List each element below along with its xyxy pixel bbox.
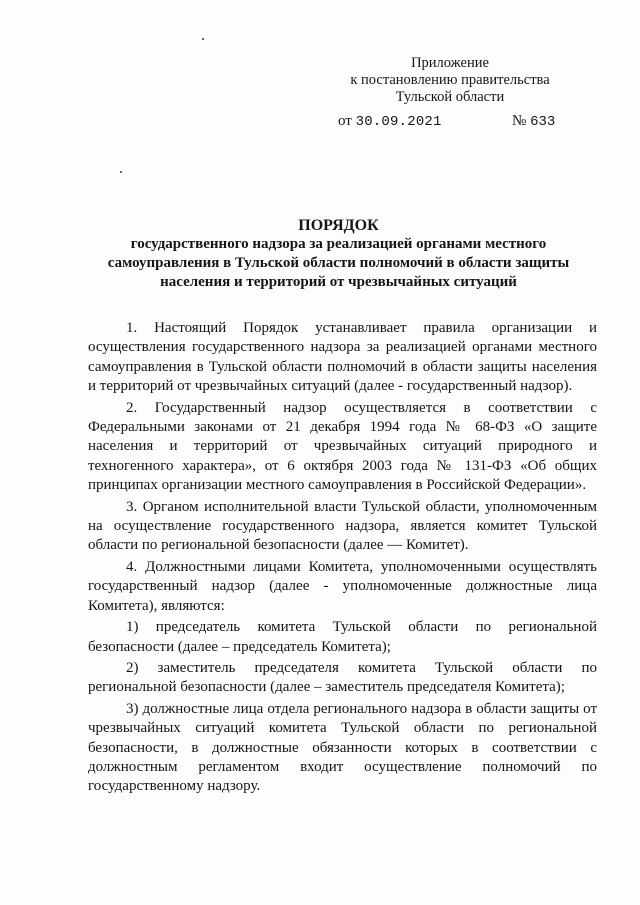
title-subtitle: государственного надзора за реализацией органами местного самоуправления в Тульской области полномочий в области защиты населения и территорий от чрезвычайных ситуаций [107,236,570,290]
paragraph: 4. Должностными лицами Комитета, уполномоченными осуществлять государственный надзор (далее - уполномоченные должностные лица Комитета), являются: [88,558,597,614]
title-main: ПОРЯДОК [298,217,379,234]
scan-speck-left [120,171,122,173]
date-prefix: от [338,113,352,129]
resolution-date [338,113,442,130]
list-item: 3) должностные лица отдела регионального надзора в области защиты от чрезвычайных ситуаций комитета Тульской области по региональной безопасности, в должностные обязанности которых в соответствии с должностным регламентом входит осуществление полномочий по государственному надзору. [88,700,597,795]
document-title [80,216,597,292]
paragraph: 1. Настоящий Порядок устанавливает правила организации и осуществления государственного надзора за реализацией органами местного самоуправления в Тульской области полномочий в области защиты населения и территорий от чрезвычайных ситуаций (далее - государственный надзор). [88,320,597,395]
appendix-header [330,55,570,106]
list-item: 2) заместитель председателя комитета Тульской области по региональной безопасности (далее – заместитель председателя Комитета); [88,659,597,696]
appendix-line-3: Тульской области [395,89,505,105]
document-body [88,319,597,797]
appendix-line-1: Приложение [411,55,489,71]
list-item: 1) председатель комитета Тульской области по региональной безопасности (далее – председатель Комитета); [88,619,597,655]
paragraph: 2. Государственный надзор осуществляется в соответствии с Федеральными законами от 21 декабря 1994 года № 68-ФЗ «О защите населения и территорий от чрезвычайных ситуаций природного и техногенного характера», от 6 октября 2003 года № 131-ФЗ «Об общих принципах организации местного самоуправления в Российской Федерации». [88,399,597,494]
appendix-line-2: к постановлению правительства [350,72,550,88]
scan-speck-top [202,38,204,40]
number-value: 633 [530,114,556,130]
date-value: 30.09.2021 [355,114,442,130]
number-prefix: № [512,113,527,129]
resolution-number [512,113,555,130]
paragraph: 3. Органом исполнительной власти Тульской области, уполномоченным на осуществление государственного надзора, является комитет Тульской области по региональной безопасности (далее — Комитет). [88,498,597,554]
